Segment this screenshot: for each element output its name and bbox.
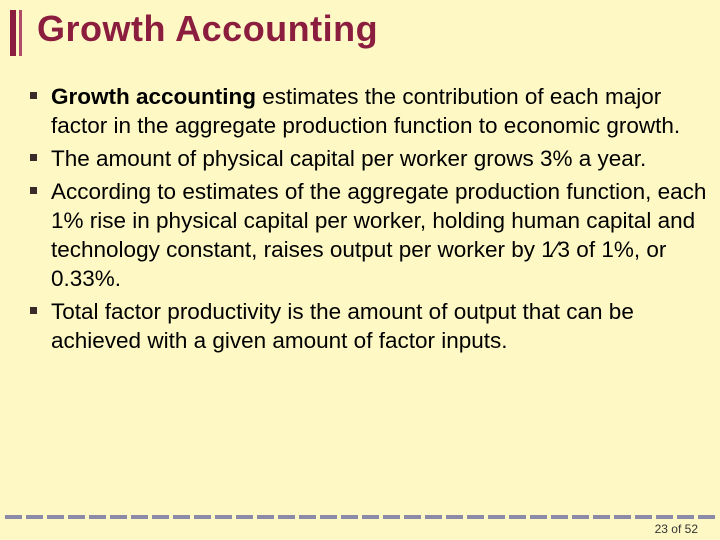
bullet-lead: Growth accounting — [51, 84, 256, 109]
bullet-text: The amount of physical capital per worker grows 3% a year. — [51, 146, 647, 171]
bullet-item — [30, 297, 712, 355]
bullet-text: estimates the contribution of each major factor in the aggregate production function to economic growth. — [51, 84, 681, 138]
bullet-item — [30, 144, 712, 173]
slide-title: Growth Accounting — [37, 8, 379, 49]
bullet-text: Total factor productivity is the amount of output that can be achieved with a given amount of factor inputs. — [51, 299, 634, 353]
accent-bar-thick — [10, 10, 16, 56]
bullet-square-icon — [30, 307, 37, 314]
page-number: 23 of 52 — [654, 522, 698, 536]
bullet-item — [30, 177, 712, 293]
title-accent-bar — [10, 10, 28, 56]
bullet-item — [30, 82, 712, 140]
bullet-text: According to estimates of the aggregate production function, each 1% rise in physical capital per worker, holding human capital and technology constant, raises output per worker by 1⁄3 of 1%, or 0.33%. — [51, 179, 707, 291]
accent-bar-thin — [19, 10, 22, 56]
bullet-square-icon — [30, 187, 37, 194]
bullet-list — [30, 82, 712, 359]
footer-dashed-divider — [5, 515, 717, 519]
bullet-square-icon — [30, 92, 37, 99]
bullet-square-icon — [30, 154, 37, 161]
